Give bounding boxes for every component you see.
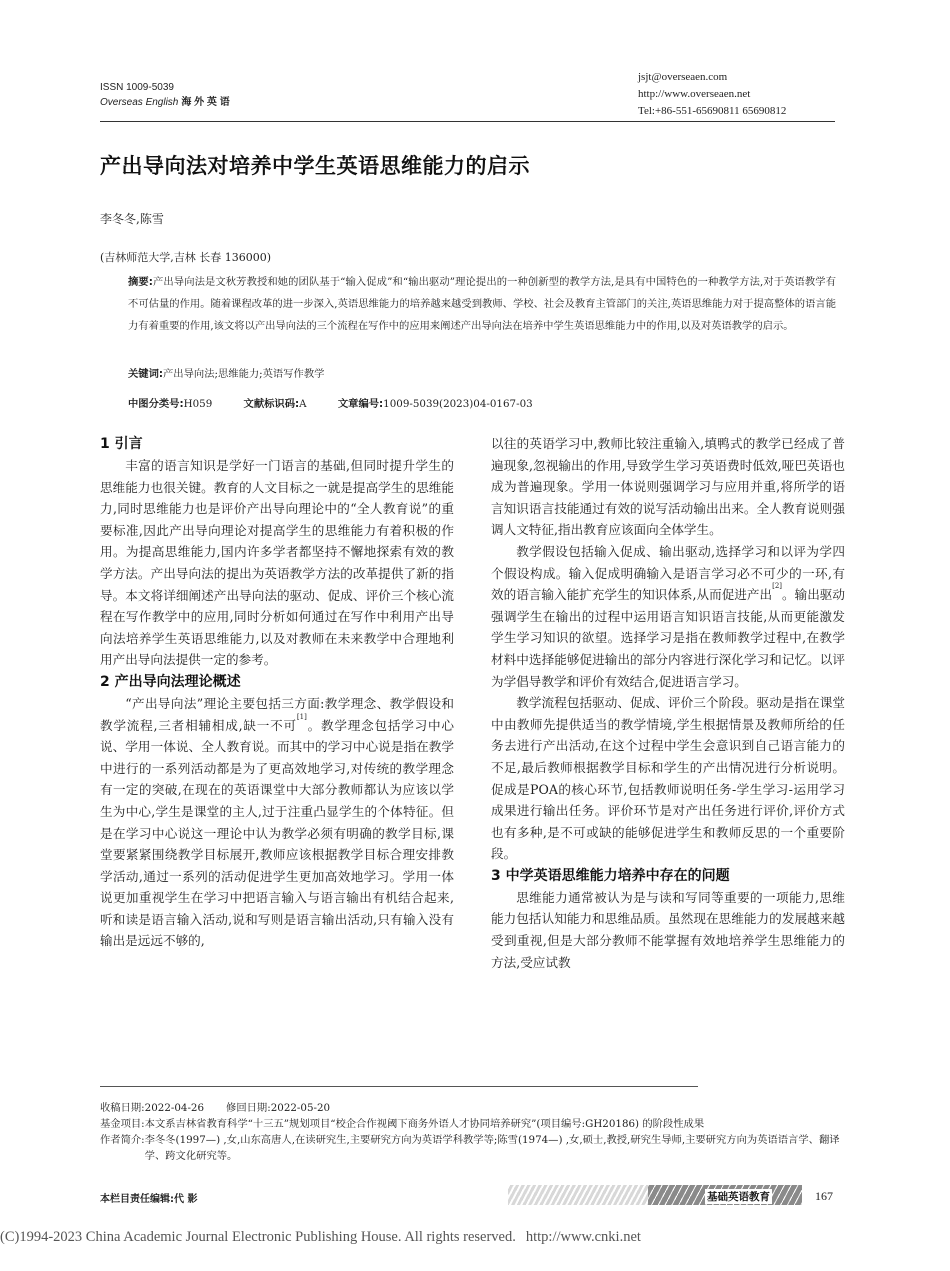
article-number xyxy=(338,398,533,410)
article-number-value: 1009-5039(2023)04-0167-03 xyxy=(383,398,533,410)
keywords xyxy=(128,365,324,380)
doc-code-value: A xyxy=(299,398,307,410)
abstract xyxy=(128,272,836,337)
paragraph-text: 教学假设包括输入促成、输出驱动,选择学习和以评为学四个假设构成。输入促成明确输入是语言学习必不可少的一环,有效的语言输入能扩充学生的知识体系,从而促进产出 xyxy=(491,543,845,603)
doc-code xyxy=(244,398,307,410)
article-authors: 李冬冬,陈雪 xyxy=(100,212,164,226)
keywords-label: 关键词: xyxy=(128,368,164,380)
footnote-dates xyxy=(100,1100,840,1116)
journal-name xyxy=(100,95,230,110)
page-number: 167 xyxy=(815,1189,833,1203)
journal-info xyxy=(100,80,230,110)
paragraph-text: “产出导向法”理论主要包括三方面:教学理念、教学假设和教学流程,三者相辅相成,缺一不可 xyxy=(100,695,454,733)
section-heading-1: 1 引言 xyxy=(100,436,143,452)
clc-value: H059 xyxy=(183,398,213,410)
received-date: 2022-04-26 xyxy=(144,1102,205,1114)
paragraph xyxy=(491,541,845,692)
paragraph: 教学流程包括驱动、促成、评价三个阶段。驱动是指在课堂中由教师先提供适当的教学情境,学生根据情景及教师所给的任务去进行产出活动,在这个过程中学生会意识到自己语言能力的不足,最后教师根据教学目标和学生的产出情况进行分析说明。促成是POA的核心环节,包括教师说明任务-学生学习-运用学习成果进行输出任务。评价环节是对产出任务进行评价,评价方式也有多种,是不可或缺的能够促进学生和教师反思的一个重要阶段。 xyxy=(491,695,845,862)
journal-name-en: Overseas English xyxy=(100,97,179,108)
paragraph: 思维能力通常被认为是与读和写同等重要的一项能力,思维能力包括认知能力和思维品质。虽然现在思维能力的发展越来越受到重视,但是大部分教师不能掌握有效地培养学生思维能力的方法,受应试教 xyxy=(491,889,845,970)
citation-1[interactable]: [1] xyxy=(296,712,307,721)
fund-text: 本文系吉林省教育科学“十三五”规划项目“校企合作视阈下商务外语人才协同培养研究”(项目编号:GH20186) 的阶段性成果 xyxy=(144,1118,705,1130)
paragraph xyxy=(100,693,454,952)
contact-website[interactable]: http://www.overseaen.net xyxy=(638,88,751,100)
contact-email[interactable]: jsjt@overseaen.com xyxy=(638,71,728,83)
bio-label: 作者简介: xyxy=(100,1134,145,1146)
body-column-left xyxy=(100,433,454,952)
keywords-text: 产出导向法;思维能力;英语写作教学 xyxy=(163,368,325,380)
copyright-text: (C)1994-2023 China Academic Journal Electronic Publishing House. All rights reserved. xyxy=(0,1229,516,1245)
section-heading-2: 2 产出导向法理论概述 xyxy=(100,673,241,690)
paragraph-continued: 以往的英语学习中,教师比较注重输入,填鸭式的教学已经成了普遍现象,忽视输出的作用,导致学生学习英语费时低效,哑巴英语也成为普遍现象。学用一体说则强调学习与应用并重,将所学的语言知识语言技能通过有效的说写活动输出出来。全人教育说则强调人文特征,指出教育应该面向全体学生。 xyxy=(491,436,845,538)
column-editor: 本栏目责任编辑:代 影 xyxy=(100,1194,198,1205)
section-heading-3: 3 中学英语思维能力培养中存在的问题 xyxy=(491,867,730,884)
clc-label: 中图分类号: xyxy=(128,398,184,410)
footnote-bio xyxy=(100,1132,840,1164)
paragraph-text: 。教学理念包括学习中心说、学用一体说、全人教育说。而其中的学习中心说是指在教学中进行的一系列活动都是为了更高效地学习,对传统的教学理念有一定的突破,在现在的英语课堂中大部分教师都认为应该以学生为中心,学生是课堂的主人,过于注重凸显学生的个体特征。但是在学习中心说这一理论中认为教学必须有明确的教学目标,课堂要紧紧围绕教学目标展开,教师应该根据教学目标合理安排教学活动,通过一系列的活动促进学生更加高效地学习。学用一体说更加重视学生在学习中把语言输入与语言输出有机结合起来,听和读是语言输入活动,说和写则是语言输出活动,只有输入没有输出是远远不够的, xyxy=(100,717,455,949)
journal-contact xyxy=(638,69,786,120)
footnote-divider xyxy=(100,1086,698,1087)
fund-label: 基金项目: xyxy=(100,1118,145,1130)
paragraph-text: 。输出驱动强调学生在输出的过程中运用语言知识语言技能,从而更能激发学生学习知识的欲望。选择学习是指在教师教学过程中,在教学材料中选择能够促进输出的部分内容进行深化学习和记忆。以评为学倡导教学和评价有效结合,促进语言学习。 xyxy=(491,587,845,689)
paragraph: 丰富的语言知识是学好一门语言的基础,但同时提升学生的思维能力也很关键。教育的人文目标之一就是提高学生的思维能力,同时思维能力也是评价产出导向理论中的“全人教育说”的重要标准,因此产出导向理论对提高学生的思维能力有着积极的作用。为提高思维能力,国内许多学者都坚持不懈地探索有效的教学方法。产出导向法的提出为英语教学方法的改革提供了新的指导。本文将详细阐述产出导向法的驱动、促成、评价三个核心流程在写作教学中的应用,同时分析如何通过在写作中利用产出导向法培养学生英语思维能力,以及对教师在未来教学中合理地利用产出导向法提供一定的参考。 xyxy=(100,458,454,668)
copyright-line xyxy=(0,1229,950,1246)
abstract-label: 摘要: xyxy=(128,276,153,288)
article-affiliation: (吉林师范大学,吉林 长春 136000) xyxy=(100,251,272,264)
section-name: 基础英语教育 xyxy=(707,1191,770,1203)
received-label: 收稿日期: xyxy=(100,1102,145,1114)
header-divider xyxy=(100,121,835,122)
journal-name-cn: 海 外 英 语 xyxy=(181,97,230,108)
clc-number xyxy=(128,398,212,410)
footnote-fund xyxy=(100,1116,840,1132)
cnki-link[interactable]: http://www.cnki.net xyxy=(525,1229,641,1245)
abstract-text: 产出导向法是文秋芳教授和她的团队基于“输入促成”和“输出驱动”理论提出的一种创新型的教学方法,是具有中国特色的一种教学方法,对于英语教学有不可估量的作用。随着课程改革的进一步深入,英语思维能力的培养越来越受到教师、学校、社会及教育主管部门的关注,英语思维能力对于提高整体的语言能力有着重要的作用,该文将以产出导向法的三个流程在写作中的应用来阐述产出导向法在培养中学生英语思维能力中的作用,以及对英语教学的启示。 xyxy=(128,276,836,332)
article-title: 产出导向法对培养中学生英语思维能力的启示 xyxy=(100,154,530,178)
body-column-right xyxy=(491,433,845,973)
revised-label: 修回日期: xyxy=(226,1102,271,1114)
contact-tel: Tel:+86-551-65690811 65690812 xyxy=(638,105,787,117)
citation-2[interactable]: [2] xyxy=(772,582,783,591)
issn: ISSN 1009-5039 xyxy=(100,82,174,93)
article-number-label: 文章编号: xyxy=(337,398,384,410)
revised-date: 2022-05-20 xyxy=(270,1102,331,1114)
footnotes xyxy=(100,1100,840,1164)
classification-line xyxy=(128,395,561,410)
bio-text: 李冬冬(1997—) ,女,山东高唐人,在读研究生,主要研究方向为英语学科教学等;陈雪(1974—) ,女,硕士,教授,研究生导师,主要研究方向为英语语言学、翻译学、跨文化研究等。 xyxy=(144,1134,840,1162)
doc-code-label: 文献标识码: xyxy=(243,398,300,410)
